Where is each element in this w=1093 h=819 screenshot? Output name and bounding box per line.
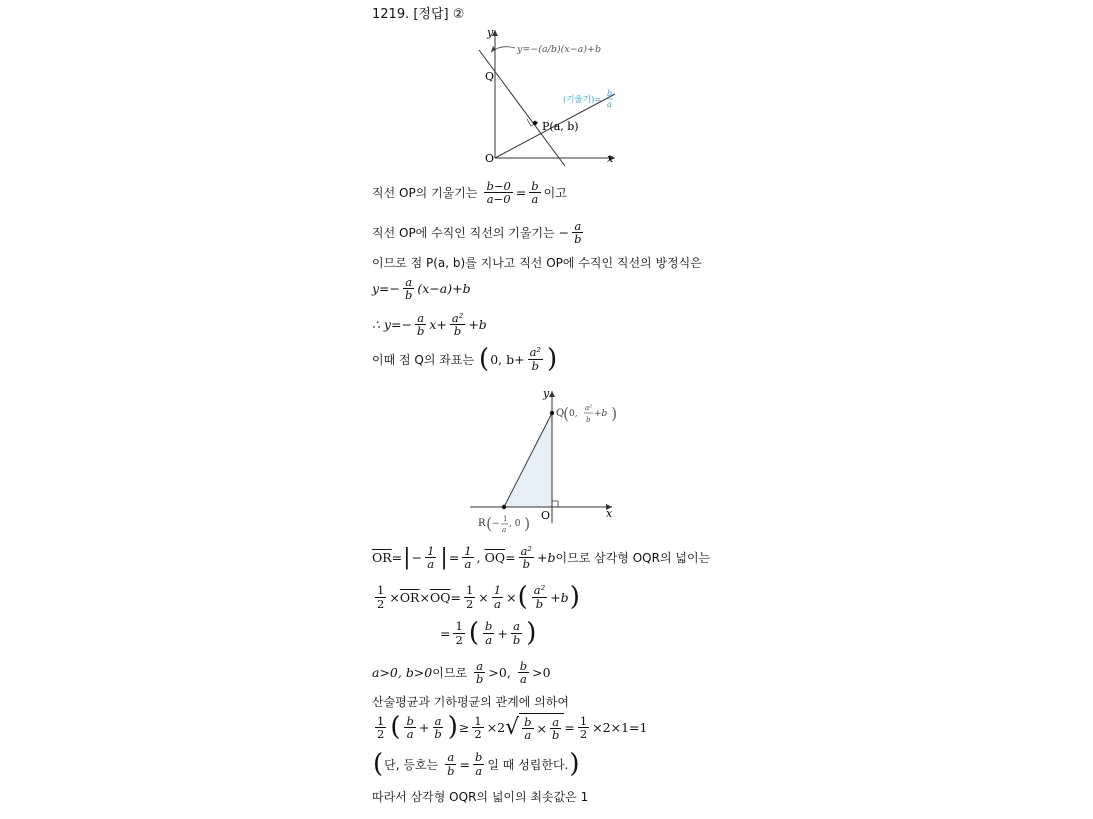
text: >0, [488, 665, 511, 681]
point-r [502, 505, 506, 509]
denominator: b [416, 324, 425, 339]
text: ×2 [486, 719, 506, 735]
equals: = [505, 550, 516, 566]
radical-sign: √ [505, 714, 520, 740]
fraction [519, 545, 534, 570]
plus: + [418, 719, 430, 735]
square-root [505, 713, 564, 741]
slope-label: (기울기)= [563, 95, 602, 105]
slope-num: b [607, 89, 613, 98]
numerator: b [519, 659, 528, 673]
denominator: 2 [579, 726, 588, 741]
paren-close: ) [569, 749, 580, 779]
equals: = [391, 550, 403, 566]
q-num: a² [585, 404, 592, 412]
svg-text:): ) [611, 404, 618, 423]
numerator: a [574, 219, 582, 233]
denominator: a [520, 672, 527, 687]
fraction [462, 545, 473, 570]
text: x+ [429, 317, 447, 333]
fraction [450, 312, 465, 337]
q-coord-b: +b [594, 409, 608, 419]
denominator: 2 [474, 726, 482, 741]
text: 단, 등호는 [384, 757, 439, 772]
radicand [519, 713, 564, 741]
text: +b [468, 317, 487, 333]
denominator: b [453, 324, 462, 339]
denominator: a−0 [486, 192, 511, 207]
minus: − [558, 225, 570, 241]
denominator: 2 [455, 632, 463, 647]
right-angle-marker [552, 501, 558, 507]
segment-or: $\overline{OR}$ [372, 550, 392, 566]
text: 이고 [543, 186, 567, 201]
line-7 [372, 545, 710, 570]
numerator: a [552, 715, 560, 729]
fraction [415, 312, 426, 337]
numerator: 1 [427, 544, 435, 558]
denominator: b [522, 557, 530, 572]
numerator: 1 [493, 583, 502, 598]
svg-text:): ) [524, 514, 531, 533]
origin-label: O [485, 152, 495, 165]
text: (x−a)+b [417, 281, 471, 297]
fraction [483, 620, 494, 645]
fraction [578, 715, 589, 740]
point-q [550, 411, 554, 415]
fraction [445, 751, 456, 776]
r-label: R [478, 518, 486, 529]
text: 이므로 [432, 666, 468, 681]
line-2 [372, 220, 586, 245]
paren-open: ( [479, 344, 490, 374]
origin-label: O [541, 509, 551, 522]
y-axis-label: y [487, 26, 494, 39]
paren-close: ) [569, 582, 580, 612]
denominator: b [552, 728, 560, 743]
paren-close: ) [447, 712, 458, 743]
text: ∴ y=− [372, 317, 412, 333]
denominator: a [464, 557, 472, 572]
numerator: 1 [474, 713, 482, 728]
numerator: 1 [377, 713, 385, 728]
text: 일 때 성립한다. [487, 757, 569, 772]
text: +b [550, 589, 569, 605]
fraction [532, 584, 547, 609]
denominator: b [535, 596, 544, 611]
denominator: a [485, 632, 493, 647]
abs-close: | [440, 544, 448, 570]
numerator: 1 [465, 583, 474, 598]
conclusion-text: 따라서 삼각형 OQR의 넓이의 최솟값은 1 [372, 790, 589, 804]
numerator: a [447, 750, 455, 765]
denominator: 2 [377, 726, 385, 741]
numerator: a [513, 619, 520, 634]
figure-perpendicular-line [455, 22, 635, 170]
denominator: a [531, 192, 539, 207]
fraction [484, 180, 512, 205]
times: × [506, 589, 517, 605]
fraction [432, 715, 443, 740]
denominator: a [524, 728, 532, 743]
fraction [550, 716, 561, 741]
fraction [522, 716, 533, 741]
denominator: 2 [465, 596, 474, 611]
fraction [375, 584, 386, 609]
numerator: a² [533, 583, 546, 598]
numerator: b [484, 619, 493, 634]
line-1 [372, 180, 567, 205]
text: 이므로 삼각형 OQR의 넓이는 [555, 551, 711, 566]
segment-or: $\overline{OR}$ [399, 589, 420, 605]
numerator: a² [451, 311, 464, 325]
text: 직선 OP에 수직인 직선의 기울기는 [372, 226, 555, 241]
line-8 [372, 584, 581, 610]
numerator: b [531, 179, 539, 193]
paren-close: ) [547, 344, 558, 374]
minus: − [411, 550, 423, 566]
line-9 [440, 620, 537, 646]
denominator: b [574, 232, 582, 247]
fraction [518, 660, 529, 685]
x-axis-label: x [607, 152, 614, 165]
q-label: Q [556, 408, 565, 419]
times: × [419, 589, 430, 605]
denominator: a [406, 726, 414, 741]
denominator: a [475, 763, 483, 778]
fraction [528, 346, 543, 371]
line-5 [372, 312, 487, 337]
equals: = [448, 550, 460, 566]
text: +b [537, 550, 556, 566]
q-coord-a: 0, [569, 409, 578, 419]
denominator: b [447, 763, 455, 778]
segment-oq: $\overline{OQ}$ [484, 550, 506, 566]
text: 산술평균과 기하평균의 관계에 의하여 [372, 695, 569, 709]
comma: , [476, 550, 481, 566]
fraction [404, 715, 415, 740]
text: 0, b+ [490, 351, 525, 367]
text: 이때 점 Q의 좌표는 [372, 352, 475, 367]
text: >0 [532, 665, 551, 681]
line-12 [372, 713, 647, 741]
numerator: b [475, 750, 483, 765]
paren-close: ) [526, 618, 537, 648]
numerator: a² [529, 345, 542, 360]
numerator: 1 [377, 583, 385, 598]
line-equation-label: y=−(a/b)(x−a)+b [517, 44, 602, 55]
equals: = [459, 756, 470, 772]
text: 이므로 점 P(a, b)를 지나고 직선 OP에 수직인 직선의 방정식은 [372, 256, 702, 270]
line-10 [372, 660, 551, 685]
text: 직선 OP의 기울기는 [372, 186, 478, 201]
line-6 [372, 346, 558, 372]
numerator: 1 [579, 713, 588, 728]
denominator: a [494, 596, 501, 611]
fraction [529, 180, 540, 205]
fraction [472, 715, 483, 740]
equals: = [450, 589, 461, 605]
q-label: Q [485, 70, 495, 83]
numerator: a [417, 311, 425, 325]
fraction [464, 584, 475, 609]
fraction [425, 545, 436, 570]
times: × [478, 589, 489, 605]
r-num: 1 [503, 515, 508, 523]
denominator: a [427, 557, 435, 572]
p-label: P(a, b) [542, 120, 579, 133]
abs-open: | [403, 544, 411, 570]
fraction [511, 620, 522, 645]
equals: = [440, 625, 451, 641]
numerator: a [434, 713, 442, 728]
numerator: 1 [464, 544, 472, 558]
paren-open: ( [373, 749, 384, 779]
denominator: b [476, 672, 484, 687]
numerator: a [405, 275, 413, 289]
paren-open: ( [390, 712, 401, 743]
numerator: a [476, 659, 484, 673]
fraction [473, 751, 484, 776]
equals: = [515, 185, 527, 201]
denominator: 2 [377, 596, 385, 611]
numerator: 1 [455, 619, 463, 634]
fraction [492, 584, 503, 609]
perpendicular-line [479, 50, 565, 166]
times: × [536, 721, 548, 737]
numerator: a² [520, 544, 533, 558]
paren-open: ( [468, 618, 479, 648]
fraction [453, 620, 464, 645]
numerator: b [524, 715, 532, 729]
answer-header: 1219. [정답] ② [372, 7, 465, 22]
greater-equal: ≥ [458, 719, 470, 735]
line-13 [372, 751, 581, 777]
plus: + [497, 625, 508, 641]
svg-text:(: ( [563, 404, 570, 423]
fraction [375, 715, 386, 740]
times: × [389, 589, 400, 605]
denominator: b [405, 288, 413, 303]
r-minus: − [492, 519, 500, 529]
denominator: b [531, 358, 539, 373]
text: y=− [372, 281, 401, 297]
r-coord-b: , 0 [509, 519, 521, 529]
text: ×2×1=1 [592, 719, 648, 735]
q-den: b [586, 416, 591, 424]
fraction [572, 220, 583, 245]
figure-triangle-oqr [470, 385, 630, 533]
paren-open: ( [517, 582, 528, 612]
segment-oq: $\overline{OQ}$ [429, 589, 451, 605]
line-14 [372, 788, 588, 805]
x-axis-label: x [606, 507, 613, 520]
svg-text:(: ( [486, 514, 493, 533]
numerator: b−0 [486, 179, 511, 193]
line-3 [372, 254, 702, 271]
denominator: b [512, 632, 521, 647]
fraction [403, 276, 414, 301]
denominator: b [434, 726, 442, 741]
fraction [474, 660, 485, 685]
text: a>0, b>0 [372, 665, 433, 681]
r-den: a [502, 526, 507, 533]
line-11 [372, 693, 569, 710]
slope-den: a [607, 100, 612, 109]
point-p [533, 121, 537, 125]
equals: = [564, 719, 575, 735]
numerator: b [406, 713, 414, 728]
line-4 [372, 276, 471, 301]
y-axis-label: y [543, 387, 550, 400]
